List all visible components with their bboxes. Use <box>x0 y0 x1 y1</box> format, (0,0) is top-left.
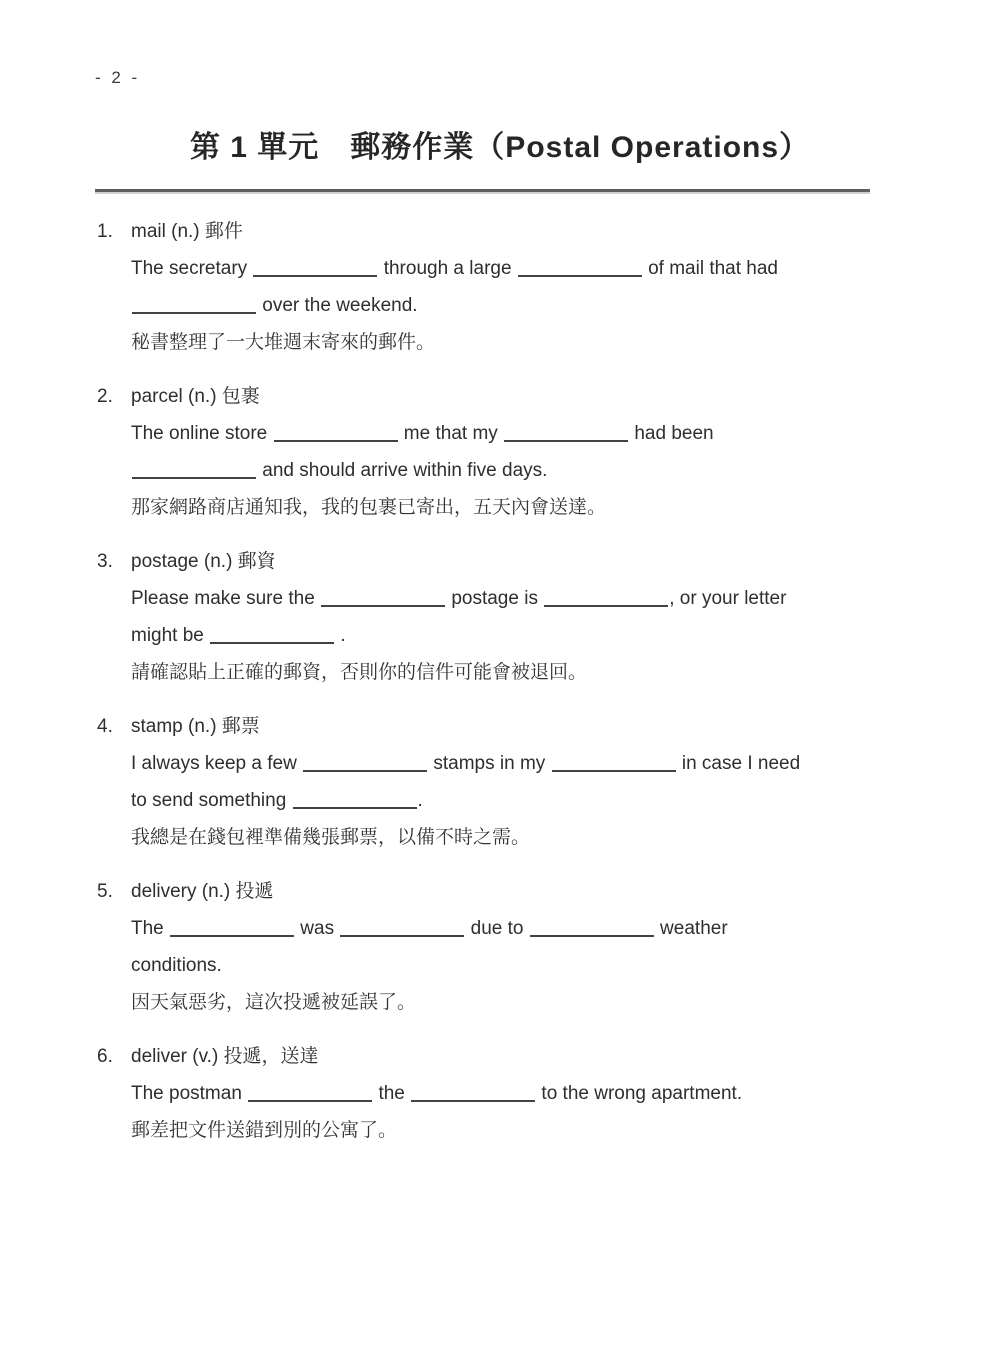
translation: 因天氣惡劣，這次投遞被延誤了。 <box>131 992 417 1013</box>
item-term: postage (n.) 郵資 <box>131 551 276 572</box>
sentence-text: the <box>373 1083 411 1104</box>
sentence-text: Please make sure the <box>131 588 321 609</box>
sentence-text: through a large <box>378 258 517 279</box>
item-number: 5. <box>97 881 113 902</box>
sentence-line <box>131 745 887 782</box>
item-term: mail (n.) 郵件 <box>131 221 243 242</box>
fill-in-blank <box>210 625 334 644</box>
item-number: 3. <box>97 551 113 572</box>
term-line <box>97 873 887 910</box>
fill-in-blank <box>274 423 398 442</box>
sentence-text: had been <box>629 423 714 444</box>
vocab-list <box>97 213 887 1149</box>
sentence-text: me that my <box>398 423 504 444</box>
fill-in-blank <box>170 918 294 937</box>
vocab-item-stamp <box>97 708 887 856</box>
fill-in-blank <box>544 588 668 607</box>
translation: 秘書整理了一大堆週末寄來的郵件。 <box>131 332 436 353</box>
fill-in-blank <box>518 258 642 277</box>
fill-in-blank <box>132 295 256 314</box>
item-term: stamp (n.) 郵票 <box>131 716 260 737</box>
page-number: - 2 - <box>95 68 141 87</box>
sentence-text: . <box>417 790 423 811</box>
sentence-text: The <box>131 918 170 939</box>
vocab-item-mail <box>97 213 887 361</box>
item-number: 1. <box>97 221 113 242</box>
sentence-line <box>131 415 887 452</box>
term-line <box>97 213 887 250</box>
term-line <box>97 708 887 745</box>
fill-in-blank <box>530 918 654 937</box>
sentence-text: stamps in my <box>428 753 551 774</box>
sentence-text: in case I need <box>676 753 801 774</box>
term-line <box>97 1038 887 1075</box>
sentence-text: I always keep a few <box>131 753 303 774</box>
fill-in-blank <box>321 588 445 607</box>
term-line <box>97 378 887 415</box>
sentence-line <box>131 1075 887 1112</box>
vocab-item-parcel <box>97 378 887 526</box>
vocab-item-deliver <box>97 1038 887 1149</box>
sentence-line <box>131 617 887 654</box>
sentence-text: , or your letter <box>669 588 787 609</box>
sentence-line <box>131 580 887 617</box>
unit-title: 第 1 單元 郵務作業（Postal Operations） <box>189 131 811 164</box>
sentence-text: to send something <box>131 790 292 811</box>
item-term: delivery (n.) 投遞 <box>131 881 274 902</box>
fill-in-blank <box>504 423 628 442</box>
sentence-text: of mail that had <box>642 258 779 279</box>
sentence-text: and should arrive within five days. <box>257 460 548 481</box>
item-number: 4. <box>97 716 113 737</box>
item-term: parcel (n.) 包裹 <box>131 386 260 407</box>
sentence-line <box>131 782 887 819</box>
item-term: deliver (v.) 投遞，送達 <box>131 1046 319 1067</box>
sentence-text: was <box>295 918 340 939</box>
sentence-line <box>131 452 887 489</box>
sentence-text: postage is <box>446 588 544 609</box>
sentence-text: over the weekend. <box>257 295 418 316</box>
sentence-text: The online store <box>131 423 273 444</box>
vocab-item-delivery <box>97 873 887 1021</box>
fill-in-blank <box>248 1083 372 1102</box>
translation: 請確認貼上正確的郵資，否則你的信件可能會被退回。 <box>131 662 588 683</box>
sentence-text: weather <box>654 918 728 939</box>
sentence-text: The secretary <box>131 258 253 279</box>
fill-in-blank <box>303 753 427 772</box>
fill-in-blank <box>293 790 417 809</box>
fill-in-blank <box>132 460 256 479</box>
translation: 那家網路商店通知我，我的包裹已寄出，五天內會送達。 <box>131 497 607 518</box>
term-line <box>97 543 887 580</box>
sentence-text: . <box>335 625 346 646</box>
sentence-line <box>131 910 887 947</box>
sentence-text: to the wrong apartment. <box>536 1083 743 1104</box>
sentence-text: conditions. <box>131 955 222 976</box>
sentence-line <box>131 947 887 984</box>
sentence-text: The postman <box>131 1083 248 1104</box>
fill-in-blank <box>411 1083 535 1102</box>
item-number: 2. <box>97 386 113 407</box>
translation: 我總是在錢包裡準備幾張郵票，以備不時之需。 <box>131 827 531 848</box>
translation: 郵差把文件送錯到別的公寓了。 <box>131 1120 398 1141</box>
item-number: 6. <box>97 1046 113 1067</box>
sentence-text: might be <box>131 625 210 646</box>
vocab-item-postage <box>97 543 887 691</box>
title-divider-rule <box>95 189 870 194</box>
sentence-text: due to <box>465 918 529 939</box>
fill-in-blank <box>253 258 377 277</box>
sentence-line <box>131 250 887 287</box>
fill-in-blank <box>552 753 676 772</box>
sentence-line <box>131 287 887 324</box>
fill-in-blank <box>340 918 464 937</box>
